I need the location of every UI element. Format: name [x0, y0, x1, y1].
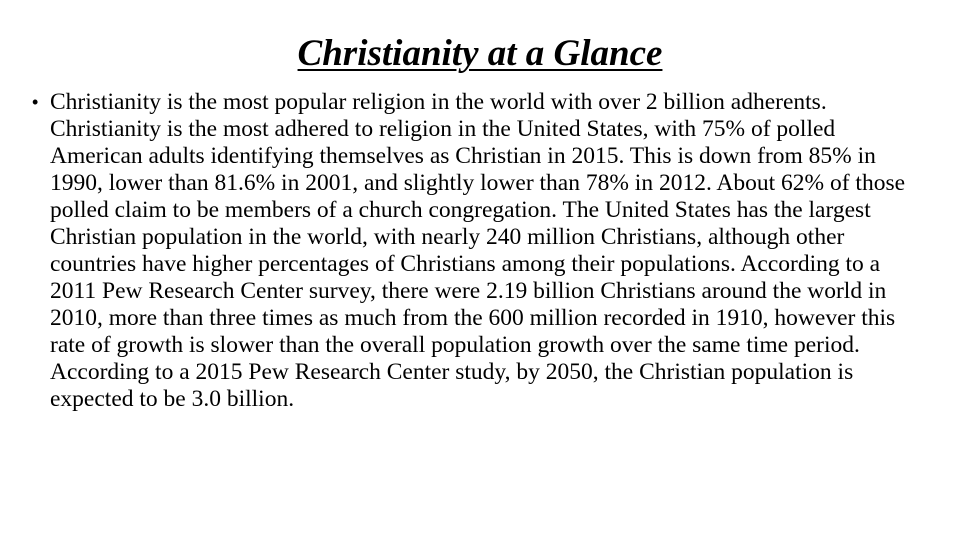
bullet-marker: • [32, 92, 39, 112]
slide-title: Christianity at a Glance [297, 33, 663, 74]
bullet-item [30, 89, 910, 413]
bullet-text: Christianity is the most popular religion in the world with over 2 billion adherents. Christianity is the most adhered to religion in the United States, with 75% of polled American adults identifying themselves as Christian in 2015. This is down from 85% in 1990, lower than 81.6% in 2001, and slightly lower than 78% in 2012. About 62% of those polled claim to be members of a church congregation. The United States has the largest Christian population in the world, with nearly 240 million Christians, although other countries have higher percentages of Christians among their populations. According to a 2011 Pew Research Center survey, there were 2.19 billion Christians around the world in 2010, more than three times as much from the 600 million recorded in 1910, however this rate of growth is slower than the overall population growth over the same time period. According to a 2015 Pew Research Center study, by 2050, the Christian population is expected to be 3.0 billion. [50, 89, 906, 412]
bullet-list [30, 89, 910, 413]
